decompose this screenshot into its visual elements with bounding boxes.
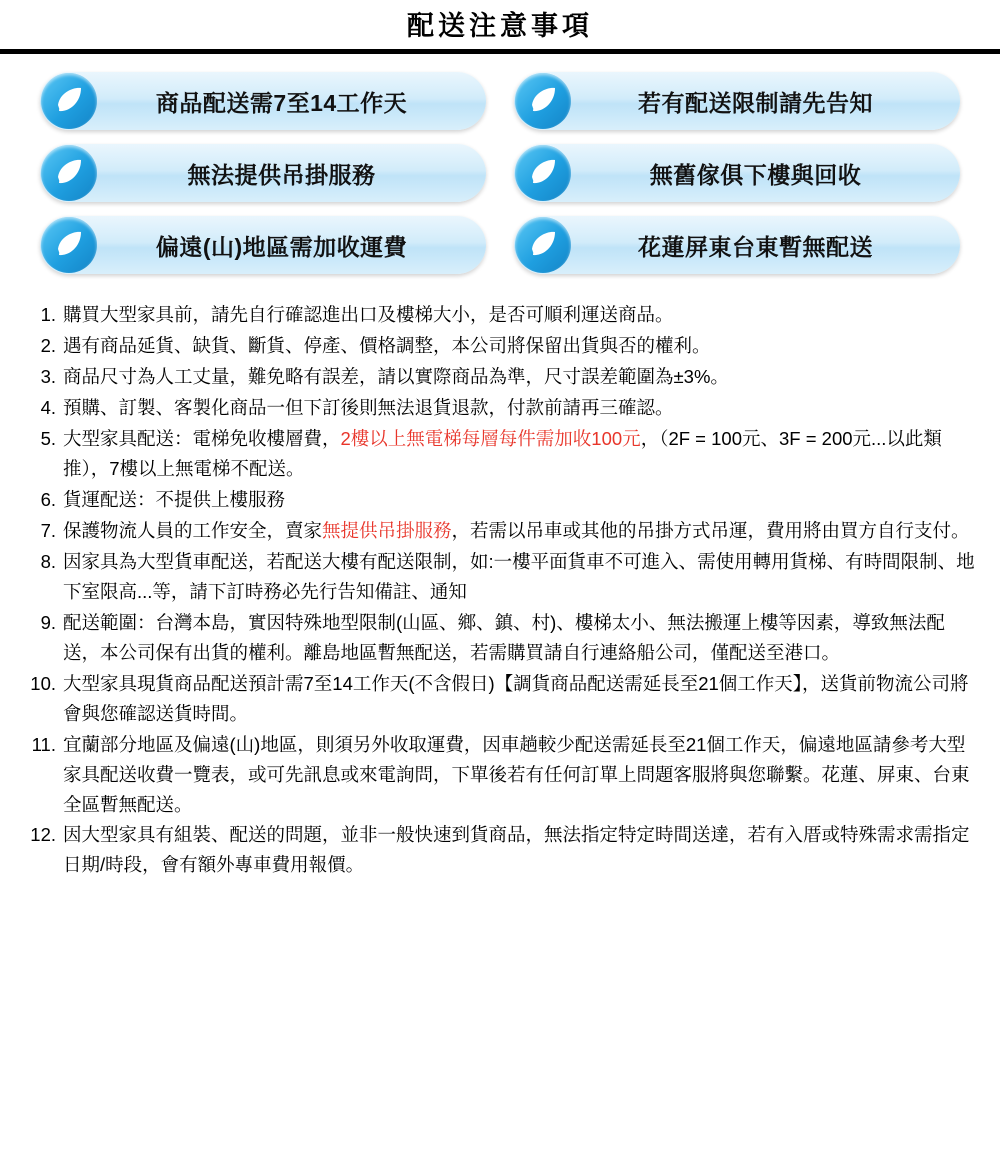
page-title-bar: [0, 0, 1000, 49]
note-text: [63, 424, 980, 484]
feature-badge: [40, 216, 486, 274]
note-number: 3.: [40, 365, 56, 387]
note-plain-text: 因家具為大型貨車配送，若配送大樓有配送限制，如:一樓平面貨車不可進入、需使用轉用貨梯、有時間限制、地下室限高...等，請下訂時務必先行告知備註、通知: [63, 550, 975, 602]
note-number: 10.: [30, 672, 56, 694]
note-text: [63, 669, 980, 729]
note-number: 11.: [31, 733, 56, 755]
note-plain-text: ，（2F = 100元、3F = 200元...以此類推），7樓以上無電梯不配送。: [63, 427, 942, 479]
note-number: 1.: [40, 304, 56, 325]
badge-row-3: [40, 216, 960, 274]
feature-badge: [40, 72, 486, 130]
note-item: [20, 393, 980, 423]
note-text: [63, 300, 980, 330]
feature-badge: [514, 72, 960, 130]
note-text: [63, 393, 980, 423]
feature-badge-label: 若有配送限制請先告知: [638, 89, 873, 116]
note-plain-text: 因大型家具有組裝、配送的問題，並非一般快速到貨商品，無法指定特定時間送達，若有入厝或特殊需求需指定日期/時段，會有額外專車費用報價。: [63, 824, 970, 876]
note-number: 9.: [40, 611, 56, 633]
leaf-check-icon: [515, 217, 571, 273]
note-item: [20, 669, 980, 729]
note-highlight-text: 2樓以上無電梯每層每件需加收100元: [340, 427, 641, 449]
note-item: [20, 730, 980, 820]
leaf-check-icon: [41, 217, 97, 273]
note-item: [20, 547, 980, 607]
note-plain-text: 配送範圍：台灣本島，實因特殊地型限制(山區、鄉、鎮、村)、樓梯太小、無法搬運上樓等因素，導致無法配送，本公司保有出貨的權利。離島地區暫無配送，若需購買請自行連絡船公司，僅配送至港口。: [63, 611, 945, 663]
note-number: 2.: [40, 334, 56, 356]
note-plain-text: 大型家具現貨商品配送預計需7至14工作天(不含假日)【調貨商品配送需延長至21個工作天】，送貨前物流公司將會與您確認送貨時間。: [63, 672, 969, 724]
note-text: [63, 485, 980, 515]
note-number: 8.: [40, 550, 56, 572]
note-text: [63, 608, 980, 668]
note-plain-text: 大型家具配送：電梯免收樓層費，: [63, 427, 341, 449]
note-text: [63, 362, 980, 392]
feature-badge: [514, 144, 960, 202]
leaf-check-icon: [41, 73, 97, 129]
note-plain-text: 保護物流人員的工作安全，賣家: [63, 519, 323, 541]
badge-row-1: [40, 72, 960, 130]
note-text: [63, 820, 980, 880]
note-number: 4.: [40, 396, 56, 418]
feature-badge-label: 無法提供吊掛服務: [187, 161, 376, 188]
delivery-notes-list: [0, 294, 1000, 880]
note-plain-text: ，若需以吊車或其他的吊掛方式吊運，費用將由買方自行支付。: [451, 519, 970, 541]
note-text: [63, 730, 980, 820]
note-text: [63, 547, 980, 607]
note-item: [20, 820, 980, 880]
badge-row-2: [40, 144, 960, 202]
feature-badge: [40, 144, 486, 202]
note-plain-text: 宜蘭部分地區及偏遠(山)地區，則須另外收取運費，因車趟較少配送需延長至21個工作天，偏遠地區請參考大型家具配送收費一覽表，或可先訊息或來電詢問，下單後若有任何訂單上問題客服將與您聯繫。花蓮、屏東、台東全區暫無配送。: [63, 733, 970, 815]
note-text: [63, 331, 980, 361]
note-text: [63, 516, 980, 546]
note-number: 6.: [40, 488, 56, 510]
note-plain-text: 預購、訂製、客製化商品一但下訂後則無法退貨退款，付款前請再三確認。: [63, 396, 674, 418]
note-item: [20, 362, 980, 392]
note-number: 12.: [30, 824, 56, 846]
feature-badge-label: 偏遠(山)地區需加收運費: [155, 233, 408, 260]
note-number: 7.: [40, 519, 56, 541]
note-plain-text: 遇有商品延貨、缺貨、斷貨、停產、價格調整，本公司將保留出貨與否的權利。: [63, 334, 711, 356]
note-item: [20, 300, 980, 330]
feature-badge-label: 無舊傢俱下樓與回收: [649, 161, 862, 188]
feature-badge-group: [0, 54, 1000, 294]
page-title: 配送注意事項: [407, 11, 593, 41]
feature-badge-label: 花蓮屏東台東暫無配送: [638, 233, 873, 260]
note-number: 5.: [40, 427, 56, 449]
note-plain-text: 商品尺寸為人工丈量，難免略有誤差，請以實際商品為準，尺寸誤差範圍為±3%。: [63, 365, 729, 387]
note-item: [20, 331, 980, 361]
note-highlight-text: 無提供吊掛服務: [322, 519, 452, 541]
feature-badge: [514, 216, 960, 274]
note-item: [20, 516, 980, 546]
note-item: [20, 485, 980, 515]
feature-badge-label: 商品配送需7至14工作天: [155, 89, 408, 116]
note-plain-text: 貨運配送：不提供上樓服務: [63, 488, 286, 510]
note-item: [20, 608, 980, 668]
leaf-check-icon: [41, 145, 97, 201]
leaf-check-icon: [515, 73, 571, 129]
note-plain-text: 購買大型家具前，請先自行確認進出口及樓梯大小，是否可順利運送商品。: [63, 304, 674, 325]
leaf-check-icon: [515, 145, 571, 201]
note-item: [20, 424, 980, 484]
